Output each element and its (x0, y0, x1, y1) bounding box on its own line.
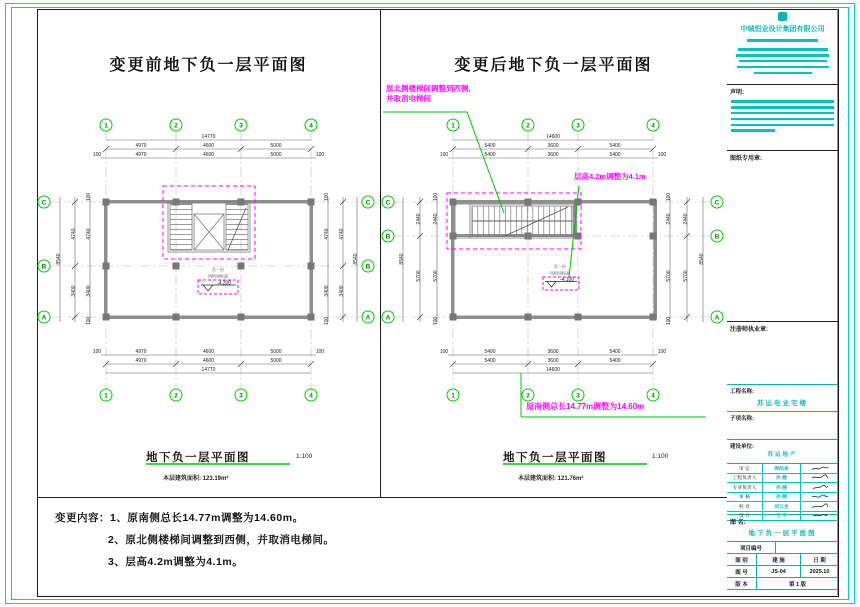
staff-signature (801, 483, 838, 492)
dim-label: 100 (86, 192, 92, 202)
dim-label: 3400 (324, 285, 330, 297)
after-level-marker (543, 263, 579, 290)
dim-label: 5000 (270, 143, 282, 149)
tb-client-section (727, 440, 838, 464)
staff-row (727, 464, 838, 474)
dim-label: 100 (666, 192, 672, 202)
dim-label: 3600 (547, 152, 559, 158)
dim-label: 4740 (71, 228, 77, 240)
dim-label: 4600 (202, 358, 215, 364)
dim-label: 4 (651, 122, 655, 130)
company-name-en (747, 36, 818, 42)
dim-label: 2 (526, 392, 530, 400)
dim-label: -4.100 (559, 277, 575, 283)
dim-label: 100 (324, 192, 330, 202)
notes-line-1 (55, 510, 304, 525)
dim-label: 4600 (202, 152, 215, 158)
dim-label: 8540 (399, 253, 405, 265)
after-plan-title: 变更后地下负一层平面图 (454, 57, 653, 74)
project-value: 苏运电业宅楼 (757, 400, 808, 407)
dim-label: 100 (92, 152, 102, 158)
version-label: 版 本 (727, 578, 757, 589)
dim-label: 100 (324, 316, 330, 326)
plan-graphic (451, 200, 657, 204)
dim-label: 风机房标高 (208, 273, 228, 279)
dim-label: 3 (239, 392, 243, 400)
tb-drawing-name-section (727, 515, 838, 542)
dim-label: B (385, 233, 391, 241)
dim-label: 负一层 (212, 267, 224, 272)
dim-label: 1 (104, 122, 108, 130)
date-label: 日 期 (813, 557, 826, 564)
dim-label: 2 (526, 122, 530, 130)
dim-label: A (41, 314, 47, 322)
dim-label: 100 (657, 152, 667, 158)
dim-label: 2440 (683, 213, 689, 225)
dim-label: 3 (576, 122, 580, 130)
drawing-name-label: 图 名: (730, 520, 746, 526)
dim-label: 5400 (484, 143, 496, 149)
dim-label: 100 (86, 316, 92, 326)
before-caption: 地下负一层平面图 (146, 452, 250, 464)
company-address (736, 45, 829, 74)
drawing-no-label: 图 号 (727, 566, 757, 577)
dim-label: 14600 (546, 367, 560, 373)
statement-label: 声明: (730, 90, 744, 96)
dim-label: 4740 (324, 228, 330, 240)
staff-name: 刘云龙 (763, 502, 801, 511)
staff-role: 校 对 (727, 502, 763, 511)
staff-signature (801, 464, 838, 473)
dim-label: 3 (576, 392, 580, 400)
dim-label: B (714, 233, 720, 241)
dim-label: 5000 (270, 152, 282, 158)
category-label: 图 别 (727, 554, 757, 565)
dim-label: 1 (451, 122, 455, 130)
seal-label: 图纸专用章: (730, 156, 762, 162)
dim-label: 4970 (135, 349, 147, 355)
after-dims-bottom (440, 349, 667, 373)
annotation-stair-line1: 原北侧楼梯间调整到西侧, (386, 84, 471, 93)
notes-label: 变更内容： (55, 512, 110, 524)
staff-role: 审 核 (727, 493, 763, 502)
staff-signature (801, 493, 838, 502)
dim-label: 4600 (202, 349, 215, 355)
dim-label: 4740 (339, 228, 345, 240)
before-dims-right (324, 193, 359, 326)
staff-signature (801, 502, 838, 511)
dim-label: C (714, 199, 720, 207)
staff-row (727, 502, 838, 512)
client-label: 建设单位: (730, 444, 754, 450)
dim-label: 负一层 (554, 264, 566, 269)
category-value: 建 施 (757, 554, 801, 565)
plan-graphic (451, 316, 657, 320)
dim-label: 2440 (666, 213, 672, 225)
project-label: 工程名称: (730, 389, 754, 395)
drawing-no-value: JS-04 (757, 566, 801, 577)
dim-label: 5700 (433, 270, 439, 282)
dim-label: 1 (104, 392, 108, 400)
dim-label: 100 (315, 349, 325, 355)
plan-graphic (104, 316, 313, 320)
staff-row (727, 493, 838, 503)
dim-label: 3600 (547, 358, 559, 364)
dim-label: 8540 (56, 253, 62, 265)
staff-name: 孙 健 (763, 493, 801, 502)
dim-label: 8540 (353, 253, 359, 265)
dim-label: 4 (651, 392, 655, 400)
dim-label: 5400 (609, 358, 621, 364)
tb-statement-section (727, 85, 838, 151)
dim-label: 14600 (546, 134, 560, 140)
after-dim-lines (403, 140, 703, 373)
dim-label: 100 (315, 152, 325, 158)
annotation-south: 原南侧总长14.77m调整为14.60m (526, 402, 645, 411)
dim-label: 1 (451, 392, 455, 400)
dim-label: 100 (433, 316, 439, 326)
dim-label: 100 (657, 349, 667, 355)
tb-seal-section (727, 151, 838, 322)
staff-name: 孙 健 (763, 474, 801, 483)
dim-label: 4600 (202, 143, 215, 149)
dim-label: 5000 (270, 349, 282, 355)
dim-label: 4970 (135, 152, 147, 158)
before-dims-bottom (93, 349, 325, 373)
after-dims-top (440, 134, 667, 158)
tb-row-category (727, 554, 838, 566)
tb-project-no-row (727, 542, 838, 554)
dim-label: 5000 (270, 358, 282, 364)
after-dims-right (666, 193, 705, 326)
date-value: 2025.10 (809, 568, 830, 575)
dim-label: 5400 (609, 143, 621, 149)
dim-label: 4740 (86, 228, 92, 240)
dim-label: C (365, 199, 371, 207)
plan-graphic (170, 204, 192, 250)
dim-label: 2440 (433, 213, 439, 225)
dim-label: 5700 (416, 270, 422, 282)
plan-graphic (310, 200, 314, 319)
dim-label: 风机房标高 (550, 270, 570, 276)
staff-role: 工程负责人 (727, 474, 763, 483)
dim-label: 100 (666, 316, 672, 326)
plan-graphic (104, 200, 108, 319)
dim-label: 2440 (416, 213, 422, 225)
staff-name: 周绍泉 (763, 464, 801, 473)
before-scale: 1:100 (296, 453, 313, 460)
dim-label: 100 (439, 152, 449, 158)
dim-label: A (714, 314, 720, 322)
tb-reg-seal-section (727, 322, 838, 385)
after-scale: 1:100 (652, 453, 669, 460)
after-area: 本层建筑面积: 121.76m² (518, 476, 584, 482)
staff-signature (801, 474, 838, 483)
dim-label: C (41, 199, 47, 207)
plan-graphic (451, 200, 455, 319)
plan-graphic (383, 112, 504, 213)
notes-item-3: 3、层高4.2m调整为4.1m。 (108, 556, 244, 568)
before-plan-title: 变更前地下负一层平面图 (109, 57, 308, 74)
after-dims-left (399, 193, 439, 326)
statement-text (731, 97, 834, 132)
dim-label: 100 (439, 349, 449, 355)
staff-role: 专业负责人 (727, 483, 763, 492)
dim-label: A (385, 314, 391, 322)
dim-label: 3400 (339, 285, 345, 297)
dim-label: 4 (309, 392, 313, 400)
dim-label: 5700 (666, 270, 672, 282)
staff-name: 孙 健 (763, 483, 801, 492)
annotation-stair-line2: 并取消电梯间 (386, 94, 431, 103)
dim-label: 5400 (609, 349, 621, 355)
project-no-label: 项目编号 (727, 542, 776, 554)
dim-label: 4 (309, 122, 313, 130)
dim-label: 14770 (201, 134, 216, 140)
drawing-name-value: 地下负一层平面图 (748, 530, 817, 537)
version-value: 第 1 版 (788, 581, 807, 588)
subitem-label: 子项名称: (730, 416, 754, 422)
staff-role: 设 计 (727, 512, 763, 521)
dim-label: 100 (433, 192, 439, 202)
dim-label: 5400 (609, 152, 621, 158)
reg-seal-label: 注册师执业章: (730, 327, 768, 333)
dim-label: 100 (92, 349, 102, 355)
plan-graphic (450, 146, 656, 367)
dim-label: 2 (174, 122, 178, 130)
dim-label: 8540 (699, 253, 705, 265)
dim-label: B (41, 263, 47, 271)
dim-label: 5400 (484, 358, 496, 364)
before-level-marker (198, 266, 238, 294)
dim-label: 3600 (547, 349, 559, 355)
staff-name: 王 宇 (763, 512, 801, 521)
company-name: 中城恒业设计集团有限公司 (740, 26, 825, 33)
tb-row-version (727, 578, 838, 590)
plan-graphic (103, 146, 314, 367)
staff-row (727, 483, 838, 493)
company-logo (778, 12, 787, 21)
annotation-height: 层高4.2m调整为4.1m (574, 172, 646, 181)
staff-row (727, 474, 838, 484)
title-block (727, 9, 838, 595)
staff-role: 审 定 (727, 464, 763, 473)
before-stair (168, 202, 250, 252)
tb-company-section (727, 9, 838, 85)
tb-row-number (727, 566, 838, 578)
dim-label: 5700 (683, 270, 689, 282)
dim-label: B (365, 263, 371, 271)
tb-staff-table (727, 464, 838, 520)
dim-label: 3400 (86, 285, 92, 297)
after-caption: 地下负一层平面图 (503, 452, 607, 464)
before-dims-left (56, 193, 92, 326)
dim-label: 4970 (135, 143, 147, 149)
dim-label: -4.200 (216, 280, 232, 287)
dim-label: C (385, 199, 391, 207)
tb-project-section (727, 385, 838, 412)
dim-label: 3400 (71, 285, 77, 297)
dim-label: 3600 (547, 143, 559, 149)
dim-label: 3 (239, 122, 243, 130)
plan-graphic (654, 200, 658, 319)
dim-label: 14770 (201, 367, 216, 373)
after-stair (455, 204, 575, 238)
dim-label: A (365, 314, 371, 322)
before-dims-top (93, 134, 325, 158)
notes-item-1: 1、原南侧总长14.77m调整为14.60m。 (110, 512, 304, 524)
dim-label: 5400 (484, 152, 496, 158)
dim-label: 5400 (484, 349, 496, 355)
client-value: 苏运地产 (767, 452, 798, 458)
dim-label: 4970 (135, 358, 147, 364)
before-area: 本层建筑面积: 123.19m² (163, 476, 229, 482)
notes-item-2: 2、原北侧楼梯间调整到西侧，并取消电梯间。 (108, 534, 335, 546)
dim-label: 2 (174, 392, 178, 400)
tb-subitem-section (727, 412, 838, 440)
